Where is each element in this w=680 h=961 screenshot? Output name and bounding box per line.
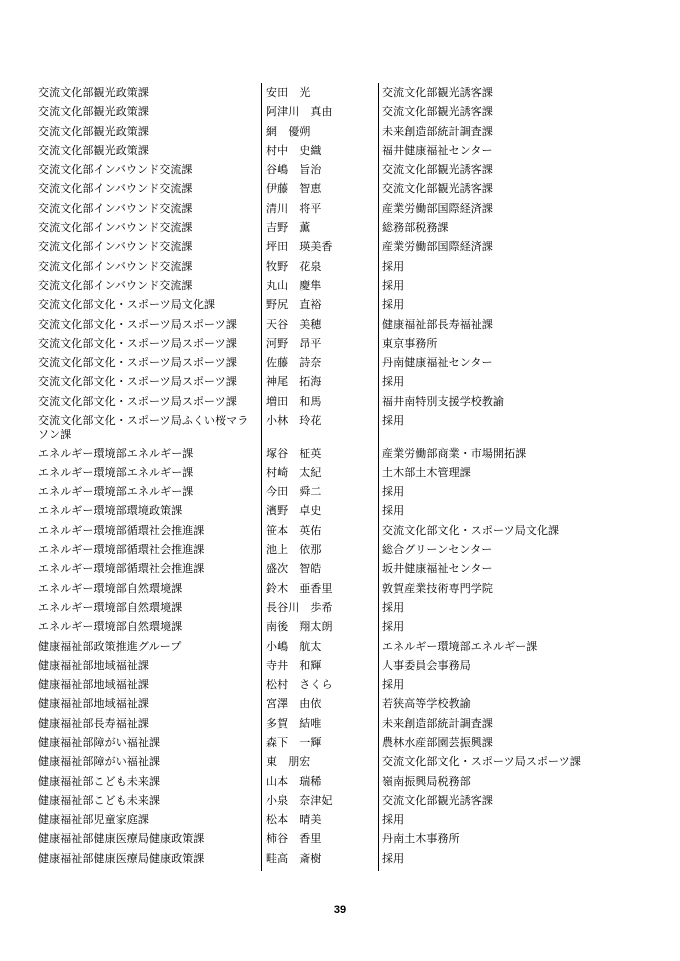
destination-cell: 福井南特別支援学校教諭 — [382, 394, 505, 408]
name-cell: 濱野 卓史 — [266, 504, 322, 518]
name-cell: 寺井 和輝 — [266, 658, 322, 672]
name-cell: 伊藤 智恵 — [266, 182, 322, 196]
table-row — [0, 482, 680, 501]
destination-cell: 交流文化部文化・スポーツ局文化課 — [382, 523, 560, 537]
name-cell: 河野 昂平 — [266, 336, 322, 350]
department-cell: 交流文化部文化・スポーツ局スポーツ課 — [38, 394, 237, 408]
destination-cell: 採用 — [382, 259, 405, 273]
table-row — [0, 218, 680, 237]
table-row — [0, 521, 680, 540]
department-cell: エネルギー環境部循環社会推進課 — [38, 523, 205, 537]
department-cell: 交流文化部文化・スポーツ局ふくい桜マラソン課 — [38, 414, 249, 441]
destination-cell: 採用 — [382, 375, 405, 389]
destination-cell: 嶺南振興局税務部 — [382, 774, 471, 788]
table-row — [0, 160, 680, 179]
personnel-table — [0, 83, 680, 868]
department-cell: 交流文化部インバウンド交流課 — [38, 278, 193, 292]
name-cell: 野尻 直裕 — [266, 298, 322, 312]
department-cell: 交流文化部文化・スポーツ局スポーツ課 — [38, 317, 237, 331]
destination-cell: 人事委員会事務局 — [382, 658, 471, 672]
department-cell: エネルギー環境部エネルギー課 — [38, 446, 194, 460]
department-cell: エネルギー環境部循環社会推進課 — [38, 562, 205, 576]
table-row — [0, 772, 680, 791]
department-cell: 健康福祉部障がい福祉課 — [38, 736, 161, 749]
name-cell: 天谷 美穂 — [266, 317, 322, 331]
destination-cell: 採用 — [382, 678, 405, 692]
destination-cell: 敦賀産業技術専門学院 — [382, 581, 493, 595]
department-cell: 交流文化部観光政策課 — [38, 124, 149, 138]
department-cell: 交流文化部インバウンド交流課 — [38, 259, 193, 273]
name-cell: 森下 一輝 — [266, 736, 322, 749]
destination-cell: 東京事務所 — [382, 336, 438, 350]
department-cell: 交流文化部インバウンド交流課 — [38, 240, 193, 254]
name-cell: 阿津川 真由 — [266, 105, 333, 119]
department-cell: 交流文化部文化・スポーツ局文化課 — [38, 298, 216, 312]
name-cell: 柿谷 香里 — [266, 832, 322, 846]
table-row — [0, 199, 680, 218]
table-row — [0, 540, 680, 559]
name-cell: 牧野 花泉 — [266, 259, 322, 273]
destination-cell: 未来創造部統計調査課 — [382, 716, 493, 730]
name-cell: 山本 瑞稀 — [266, 774, 322, 788]
table-row — [0, 411, 680, 444]
destination-cell: 採用 — [382, 600, 405, 614]
table-row — [0, 656, 680, 675]
name-cell: 東 朋宏 — [266, 755, 311, 769]
destination-cell: 採用 — [382, 414, 405, 428]
department-cell: 健康福祉部地域福祉課 — [38, 697, 149, 711]
name-cell: 丸山 慶隼 — [266, 278, 322, 292]
name-cell: 鈴木 亜香里 — [266, 581, 333, 595]
table-row — [0, 179, 680, 198]
department-cell: 健康福祉部政策推進グループ — [38, 639, 182, 653]
table-row — [0, 598, 680, 617]
table-row — [0, 353, 680, 372]
department-cell: エネルギー環境部自然環境課 — [38, 581, 183, 595]
table-row — [0, 829, 680, 848]
table-row — [0, 752, 680, 771]
name-cell: 網 優朔 — [266, 124, 311, 138]
destination-cell: 土木部土木管理課 — [382, 465, 471, 479]
table-row — [0, 392, 680, 411]
name-cell: 小嶋 航太 — [266, 639, 322, 653]
department-cell: エネルギー環境部自然環境課 — [38, 600, 183, 614]
table-row — [0, 501, 680, 520]
table-row — [0, 617, 680, 636]
destination-cell: 交流文化部観光誘客課 — [382, 182, 493, 196]
name-cell: 多賀 結唯 — [266, 716, 322, 730]
destination-cell: 未来創造部統計調査課 — [382, 124, 493, 138]
name-cell: 安田 光 — [266, 86, 311, 99]
name-cell: 村中 史織 — [266, 143, 322, 157]
name-cell: 小林 玲花 — [266, 414, 322, 428]
table-row — [0, 276, 680, 295]
department-cell: 交流文化部観光政策課 — [38, 143, 149, 157]
department-cell: エネルギー環境部エネルギー課 — [38, 485, 194, 499]
table-row — [0, 810, 680, 829]
department-cell: 交流文化部観光政策課 — [38, 86, 149, 99]
destination-cell: 採用 — [382, 620, 405, 634]
table-row — [0, 694, 680, 713]
department-cell: 交流文化部観光政策課 — [38, 105, 149, 119]
name-cell: 盛次 智皓 — [266, 562, 322, 576]
table-row — [0, 714, 680, 733]
name-cell: 笹本 英佑 — [266, 523, 322, 537]
department-cell: 交流文化部文化・スポーツ局スポーツ課 — [38, 356, 237, 370]
department-cell: 健康福祉部障がい福祉課 — [38, 755, 161, 769]
destination-cell: 採用 — [382, 298, 405, 312]
department-cell: 交流文化部インバウンド交流課 — [38, 182, 193, 196]
department-cell: 交流文化部インバウンド交流課 — [38, 163, 193, 177]
table-row — [0, 463, 680, 482]
department-cell: 健康福祉部地域福祉課 — [38, 658, 149, 672]
department-cell: 交流文化部文化・スポーツ局スポーツ課 — [38, 336, 237, 350]
table-row — [0, 257, 680, 276]
name-cell: 坪田 瑛美香 — [266, 240, 333, 254]
name-cell: 吉野 薫 — [266, 221, 311, 235]
name-cell: 宮澤 由依 — [266, 697, 322, 711]
destination-cell: 採用 — [382, 813, 405, 827]
destination-cell: エネルギー環境部エネルギー課 — [382, 639, 538, 653]
name-cell: 小泉 奈津妃 — [266, 793, 333, 807]
destination-cell: 交流文化部観光誘客課 — [382, 105, 493, 119]
name-cell: 谷嶋 旨治 — [266, 163, 322, 177]
destination-cell: 若狭高等学校教諭 — [382, 697, 471, 711]
name-cell: 松本 晴美 — [266, 813, 322, 827]
department-cell: 健康福祉部健康医療局健康政策課 — [38, 851, 205, 865]
destination-cell: 福井健康福祉センター — [382, 143, 493, 157]
name-cell: 佐藤 詩奈 — [266, 356, 322, 370]
table-row — [0, 315, 680, 334]
table-row — [0, 675, 680, 694]
name-cell: 畦高 斎樹 — [266, 851, 322, 865]
table-row — [0, 559, 680, 578]
table-row — [0, 334, 680, 353]
destination-cell: 交流文化部観光誘客課 — [382, 86, 493, 99]
department-cell: エネルギー環境部エネルギー課 — [38, 465, 194, 479]
destination-cell: 産業労働部国際経済課 — [382, 201, 493, 215]
page-number: 39 — [333, 904, 347, 916]
table-row — [0, 295, 680, 314]
destination-cell: 採用 — [382, 278, 405, 292]
destination-cell: 交流文化部観光誘客課 — [382, 793, 493, 807]
table-row — [0, 444, 680, 463]
table-row — [0, 122, 680, 141]
table-row — [0, 237, 680, 256]
name-cell: 池上 依那 — [266, 543, 322, 557]
name-cell: 清川 将平 — [266, 201, 322, 215]
destination-cell: 丹南土木事務所 — [382, 832, 460, 846]
name-cell: 村崎 太紀 — [266, 465, 322, 479]
destination-cell: 採用 — [382, 485, 405, 499]
department-cell: 健康福祉部長寿福祉課 — [38, 716, 149, 730]
name-cell: 長谷川 歩希 — [266, 600, 333, 614]
name-cell: 神尾 拓海 — [266, 375, 322, 389]
department-cell: 健康福祉部こども未来課 — [38, 774, 161, 788]
destination-cell: 採用 — [382, 504, 405, 518]
department-cell: エネルギー環境部循環社会推進課 — [38, 543, 205, 557]
table-row — [0, 141, 680, 160]
department-cell: 交流文化部インバウンド交流課 — [38, 221, 193, 235]
destination-cell: 交流文化部文化・スポーツ局スポーツ課 — [382, 755, 581, 769]
destination-cell: 総務部税務課 — [382, 221, 449, 235]
destination-cell: 産業労働部国際経済課 — [382, 240, 493, 254]
table-row — [0, 637, 680, 656]
department-cell: 健康福祉部こども未来課 — [38, 793, 161, 807]
destination-cell: 健康福祉部長寿福祉課 — [382, 317, 493, 331]
table-row — [0, 102, 680, 121]
table-row — [0, 733, 680, 752]
destination-cell: 採用 — [382, 851, 405, 865]
department-cell: 交流文化部インバウンド交流課 — [38, 201, 193, 215]
destination-cell: 交流文化部観光誘客課 — [382, 163, 493, 177]
destination-cell: 産業労働部商業・市場開拓課 — [382, 446, 527, 460]
table-row — [0, 83, 680, 102]
department-cell: 健康福祉部地域福祉課 — [38, 678, 149, 692]
name-cell: 松村 さくら — [266, 678, 333, 692]
table-row — [0, 579, 680, 598]
department-cell: 健康福祉部健康医療局健康政策課 — [38, 832, 205, 846]
table-row — [0, 372, 680, 391]
destination-cell: 丹南健康福祉センター — [382, 356, 493, 370]
department-cell: エネルギー環境部環境政策課 — [38, 504, 183, 518]
destination-cell: 総合グリーンセンター — [382, 543, 493, 557]
name-cell: 今田 舜二 — [266, 485, 322, 499]
destination-cell: 農林水産部園芸振興課 — [382, 736, 493, 749]
department-cell: 交流文化部文化・スポーツ局スポーツ課 — [38, 375, 237, 389]
destination-cell: 坂井健康福祉センター — [382, 562, 493, 576]
name-cell: 南後 翔太朗 — [266, 620, 333, 634]
table-row — [0, 849, 680, 868]
department-cell: エネルギー環境部自然環境課 — [38, 620, 183, 634]
name-cell: 増田 和馬 — [266, 394, 322, 408]
name-cell: 塚谷 柾英 — [266, 446, 322, 460]
department-cell: 健康福祉部児童家庭課 — [38, 813, 149, 827]
table-row — [0, 791, 680, 810]
